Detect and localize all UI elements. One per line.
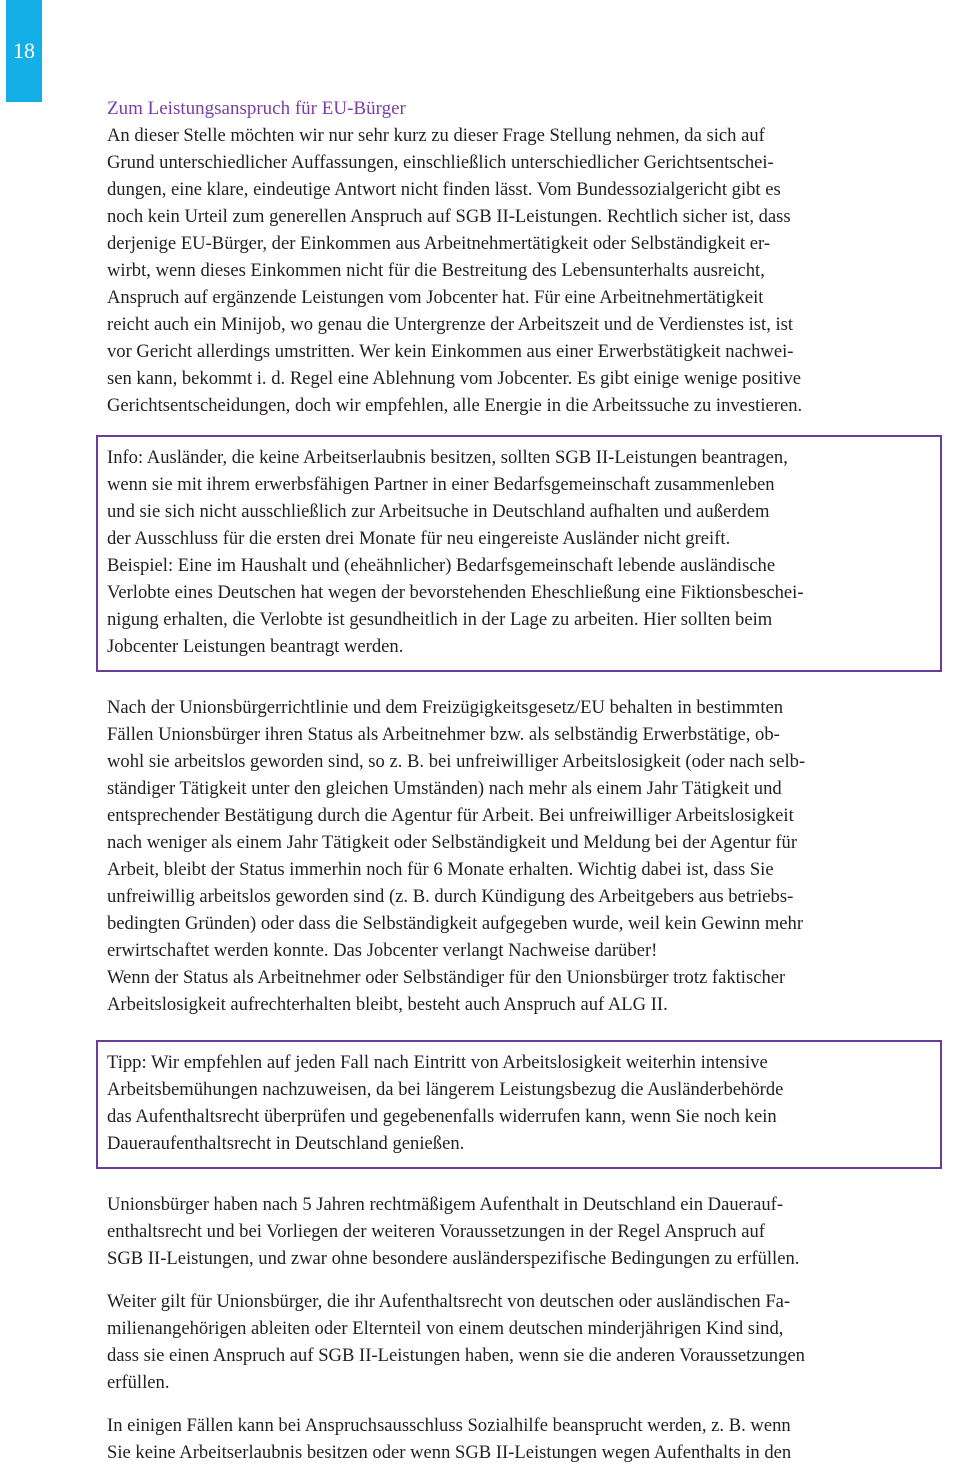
text-line: Grund unterschiedlicher Auffassungen, einschließlich unterschiedlicher Gerichtsentschei-	[107, 152, 774, 173]
text-line: Jobcenter Leistungen beantragt werden.	[107, 636, 404, 657]
text-line: Verlobte eines Deutschen hat wegen der bevorstehenden Eheschließung eine Fiktionsbeschei-	[107, 582, 804, 603]
tip-box	[96, 1040, 942, 1169]
text-line: Weiter gilt für Unionsbürger, die ihr Aufenthaltsrecht von deutschen oder ausländischen Fa-	[107, 1291, 791, 1312]
text-line: Wenn der Status als Arbeitnehmer oder Selbständiger für den Unionsbürger trotz faktischer	[107, 967, 786, 988]
text-line: vor Gericht allerdings umstritten. Wer kein Einkommen aus einer Erwerbstätigkeit nachwei-	[107, 341, 794, 362]
section-permanent-residence	[107, 1191, 952, 1272]
text-line: Fällen Unionsbürger ihren Status als Arbeitnehmer bzw. als selbständig Erwerbstätige, ob-	[107, 724, 780, 745]
text-line: Arbeitsbemühungen nachzuweisen, da bei längerem Leistungsbezug die Ausländerbehörde	[107, 1079, 784, 1100]
text-line: Anspruch auf ergänzende Leistungen vom Jobcenter hat. Für eine Arbeitnehmertätigkeit	[107, 287, 764, 308]
text-line: bedingten Gründen) oder dass die Selbständigkeit aufgegeben wurde, weil kein Gewinn mehr	[107, 913, 804, 934]
text-line: wohl sie arbeitslos geworden sind, so z. B. bei unfreiwilliger Arbeitslosigkeit (oder nach selb-	[107, 751, 806, 772]
text-line: dass sie einen Anspruch auf SGB II-Leistungen haben, wenn sie die anderen Voraussetzungen	[107, 1345, 805, 1366]
text-line: dungen, eine klare, eindeutige Antwort nicht finden lässt. Vom Bundessozialgericht gibt es	[107, 179, 781, 200]
section-family-members	[107, 1288, 952, 1396]
text-line: Gerichtsentscheidungen, doch wir empfehlen, alle Energie in die Arbeitssuche zu investieren.	[107, 395, 803, 416]
text-line: entsprechender Bestätigung durch die Agentur für Arbeit. Bei unfreiwilliger Arbeitslosigkeit	[107, 805, 794, 826]
text-line: und sie sich nicht ausschließlich zur Arbeitsuche in Deutschland aufhalten und außerdem	[107, 501, 770, 522]
page-content	[107, 95, 952, 1466]
text-line: ständiger Tätigkeit unter den gleichen Umständen) nach mehr als einem Jahr Tätigkeit und	[107, 778, 782, 799]
text-line: wenn sie mit ihrem erwerbsfähigen Partner in einer Bedarfsgemeinschaft zusammenleben	[107, 474, 775, 495]
section-eu-benefits	[107, 95, 952, 419]
text-line: Daueraufenthaltsrecht in Deutschland genießen.	[107, 1133, 465, 1154]
text-line: reicht auch ein Minijob, wo genau die Untergrenze der Arbeitszeit und de Verdienstes ist, ist	[107, 314, 794, 335]
text-line: sen kann, bekommt i. d. Regel eine Ablehnung vom Jobcenter. Es gibt einige wenige positive	[107, 368, 802, 389]
section-social-assistance	[107, 1412, 952, 1466]
page-number: 18	[13, 38, 35, 63]
text-line: unfreiwillig arbeitslos geworden sind (z. B. durch Kündigung des Arbeitgebers aus betriebs-	[107, 886, 794, 907]
text-line: Info: Ausländer, die keine Arbeitserlaubnis besitzen, sollten SGB II-Leistungen beantragen,	[107, 447, 788, 468]
text-line: SGB II-Leistungen, und zwar ohne besondere ausländerspezifische Bedingungen zu erfüllen.	[107, 1248, 800, 1269]
text-line: erwirtschaftet werden konnte. Das Jobcenter verlangt Nachweise darüber!	[107, 940, 658, 961]
text-line: milienangehörigen ableiten oder Elternteil von einem deutschen minderjährigen Kind sind,	[107, 1318, 784, 1339]
text-line: nigung erhalten, die Verlobte ist gesundheitlich in der Lage zu arbeiten. Hier sollten beim	[107, 609, 773, 630]
info-box	[96, 435, 942, 672]
text-line: der Ausschluss für die ersten drei Monate für neu eingereiste Ausländer nicht greift.	[107, 528, 731, 549]
text-line: derjenige EU-Bürger, der Einkommen aus Arbeitnehmertätigkeit oder Selbständigkeit er-	[107, 233, 771, 254]
text-line: Arbeit, bleibt der Status immerhin noch für 6 Monate erhalten. Wichtig dabei ist, dass Sie	[107, 859, 774, 880]
text-line: Tipp: Wir empfehlen auf jeden Fall nach Eintritt von Arbeitslosigkeit weiterhin intensive	[107, 1052, 768, 1073]
text-line: Unionsbürger haben nach 5 Jahren rechtmäßigem Aufenthalt in Deutschland ein Dauerauf-	[107, 1194, 784, 1215]
text-line: noch kein Urteil zum generellen Anspruch auf SGB II-Leistungen. Rechtlich sicher ist, dass	[107, 206, 791, 227]
page-number-tab	[6, 0, 42, 102]
text-line: Nach der Unionsbürgerrichtlinie und dem Freizügigkeitsgesetz/EU behalten in bestimmten	[107, 697, 784, 718]
section-heading: Zum Leistungsanspruch für EU-Bürger	[107, 98, 406, 119]
text-line: An dieser Stelle möchten wir nur sehr kurz zu dieser Frage Stellung nehmen, da sich auf	[107, 125, 765, 146]
text-line: Arbeitslosigkeit aufrechterhalten bleibt, besteht auch Anspruch auf ALG II.	[107, 994, 668, 1015]
text-line: In einigen Fällen kann bei Anspruchsausschluss Sozialhilfe beansprucht werden, z. B. wenn	[107, 1415, 791, 1436]
text-line: erfüllen.	[107, 1372, 170, 1393]
section-union-citizen-status	[107, 694, 952, 1018]
text-line: wirbt, wenn dieses Einkommen nicht für die Bestreitung des Lebensunterhalts ausreicht,	[107, 260, 765, 281]
text-line: Beispiel: Eine im Haushalt und (eheähnlicher) Bedarfsgemeinschaft lebende ausländische	[107, 555, 776, 576]
text-line: enthaltsrecht und bei Vorliegen der weiteren Voraussetzungen in der Regel Anspruch auf	[107, 1221, 765, 1242]
text-line: nach weniger als einem Jahr Tätigkeit oder Selbständigkeit und Meldung bei der Agentur für	[107, 832, 798, 853]
text-line: das Aufenthaltsrecht überprüfen und gegebenenfalls widerrufen kann, wenn Sie noch kein	[107, 1106, 777, 1127]
text-line: Sie keine Arbeitserlaubnis besitzen oder wenn SGB II-Leistungen wegen Aufenthalts in den	[107, 1442, 792, 1463]
